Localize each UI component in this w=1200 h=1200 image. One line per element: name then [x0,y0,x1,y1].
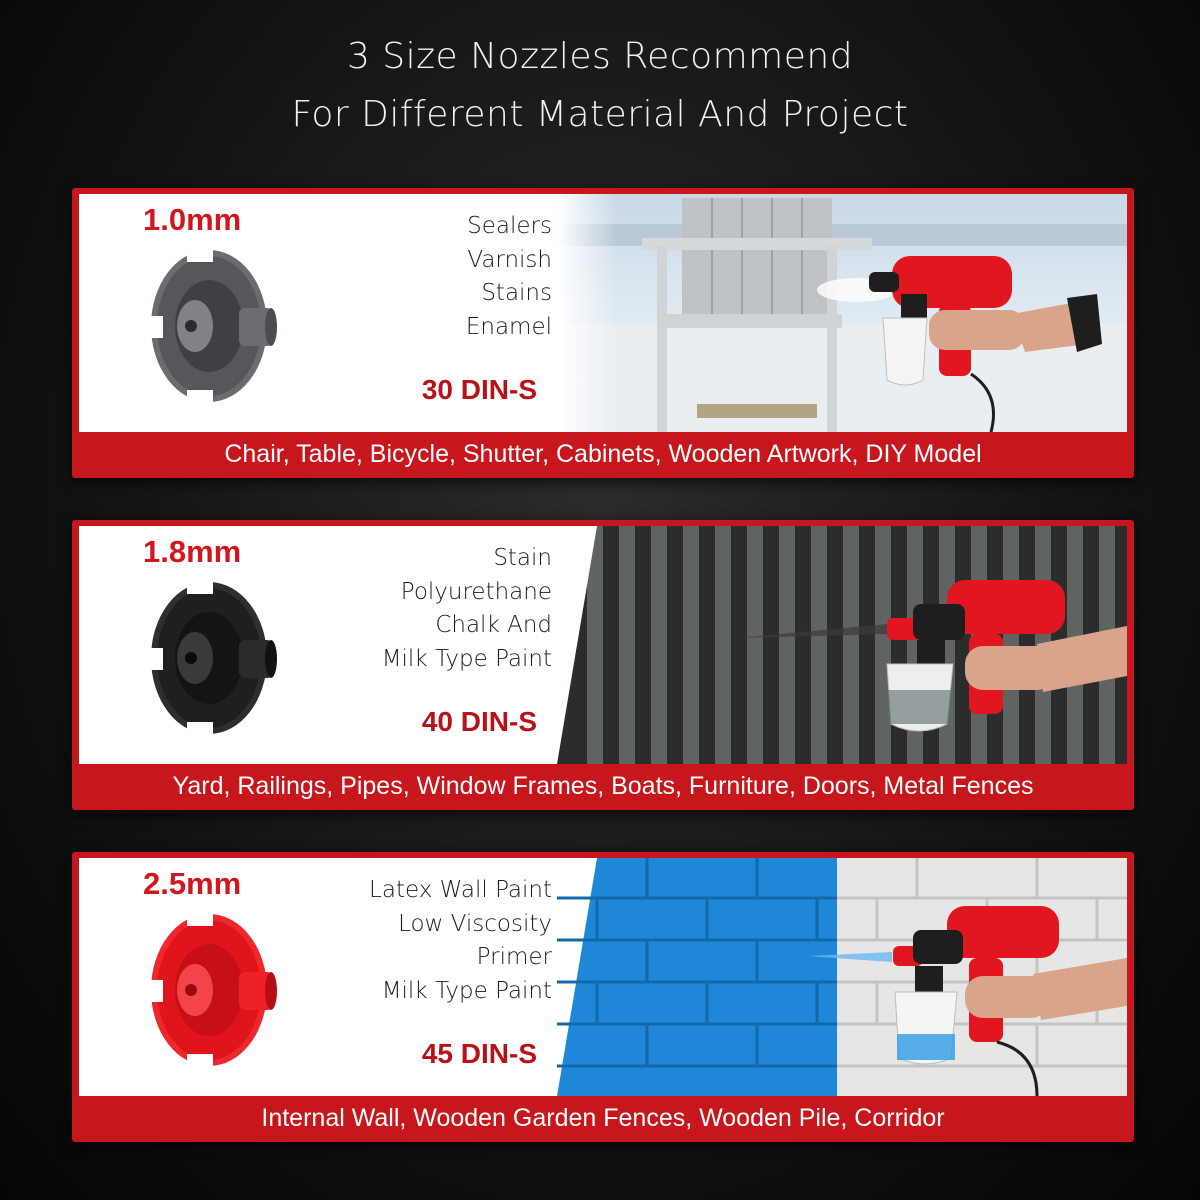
suitable-projects-text: Internal Wall, Wooden Garden Fences, Wooden Pile, Corridor [261,1104,945,1132]
material-item: Stains [481,280,552,306]
spraying-wall-photo [557,858,1127,1096]
nozzle-1-8mm-icon [147,578,283,738]
header-title-line-1: 3 Size Nozzles Recommend [346,36,854,77]
header-title-line-2: For Different Material And Project [291,94,909,135]
nozzle-card-1 [72,188,1134,478]
materials-list [382,542,552,676]
page-header [0,28,1200,144]
nozzle-size-label: 2.5mm [143,866,242,901]
materials-list [466,210,552,344]
material-item: Primer [476,944,552,970]
material-item: Polyurethane [400,578,552,605]
spraying-chair-photo [557,194,1127,432]
card-panel [79,194,1127,432]
card-panel [79,526,1127,764]
card-panel [79,858,1127,1096]
nozzle-1-0mm-icon [147,246,283,406]
material-item: Chalk And [435,612,552,638]
materials-list [369,874,552,1008]
nozzle-2-5mm-icon [147,910,283,1070]
material-item: Milk Type Paint [381,977,552,1004]
material-item: Enamel [465,313,552,340]
nozzle-card-2 [72,520,1134,810]
material-item: Sealers [467,213,552,239]
nozzle-size-label: 1.0mm [143,202,242,237]
din-viscosity-label: 30 DIN-S [421,374,537,405]
material-item: Low Viscosity [398,910,552,937]
material-item: Latex Wall Paint [369,877,552,903]
material-item: Varnish [467,246,552,273]
spraying-fence-photo [557,526,1127,764]
din-viscosity-label: 40 DIN-S [421,706,537,737]
suitable-projects-text: Chair, Table, Bicycle, Shutter, Cabinets, Wooden Artwork, DIY Model [224,440,982,468]
nozzle-card-3 [72,852,1134,1142]
suitable-projects-text: Yard, Railings, Pipes, Window Frames, Boats, Furniture, Doors, Metal Fences [172,772,1034,800]
nozzle-size-label: 1.8mm [143,534,242,569]
material-item: Milk Type Paint [381,645,552,672]
din-viscosity-label: 45 DIN-S [421,1038,537,1069]
material-item: Stain [493,545,552,571]
